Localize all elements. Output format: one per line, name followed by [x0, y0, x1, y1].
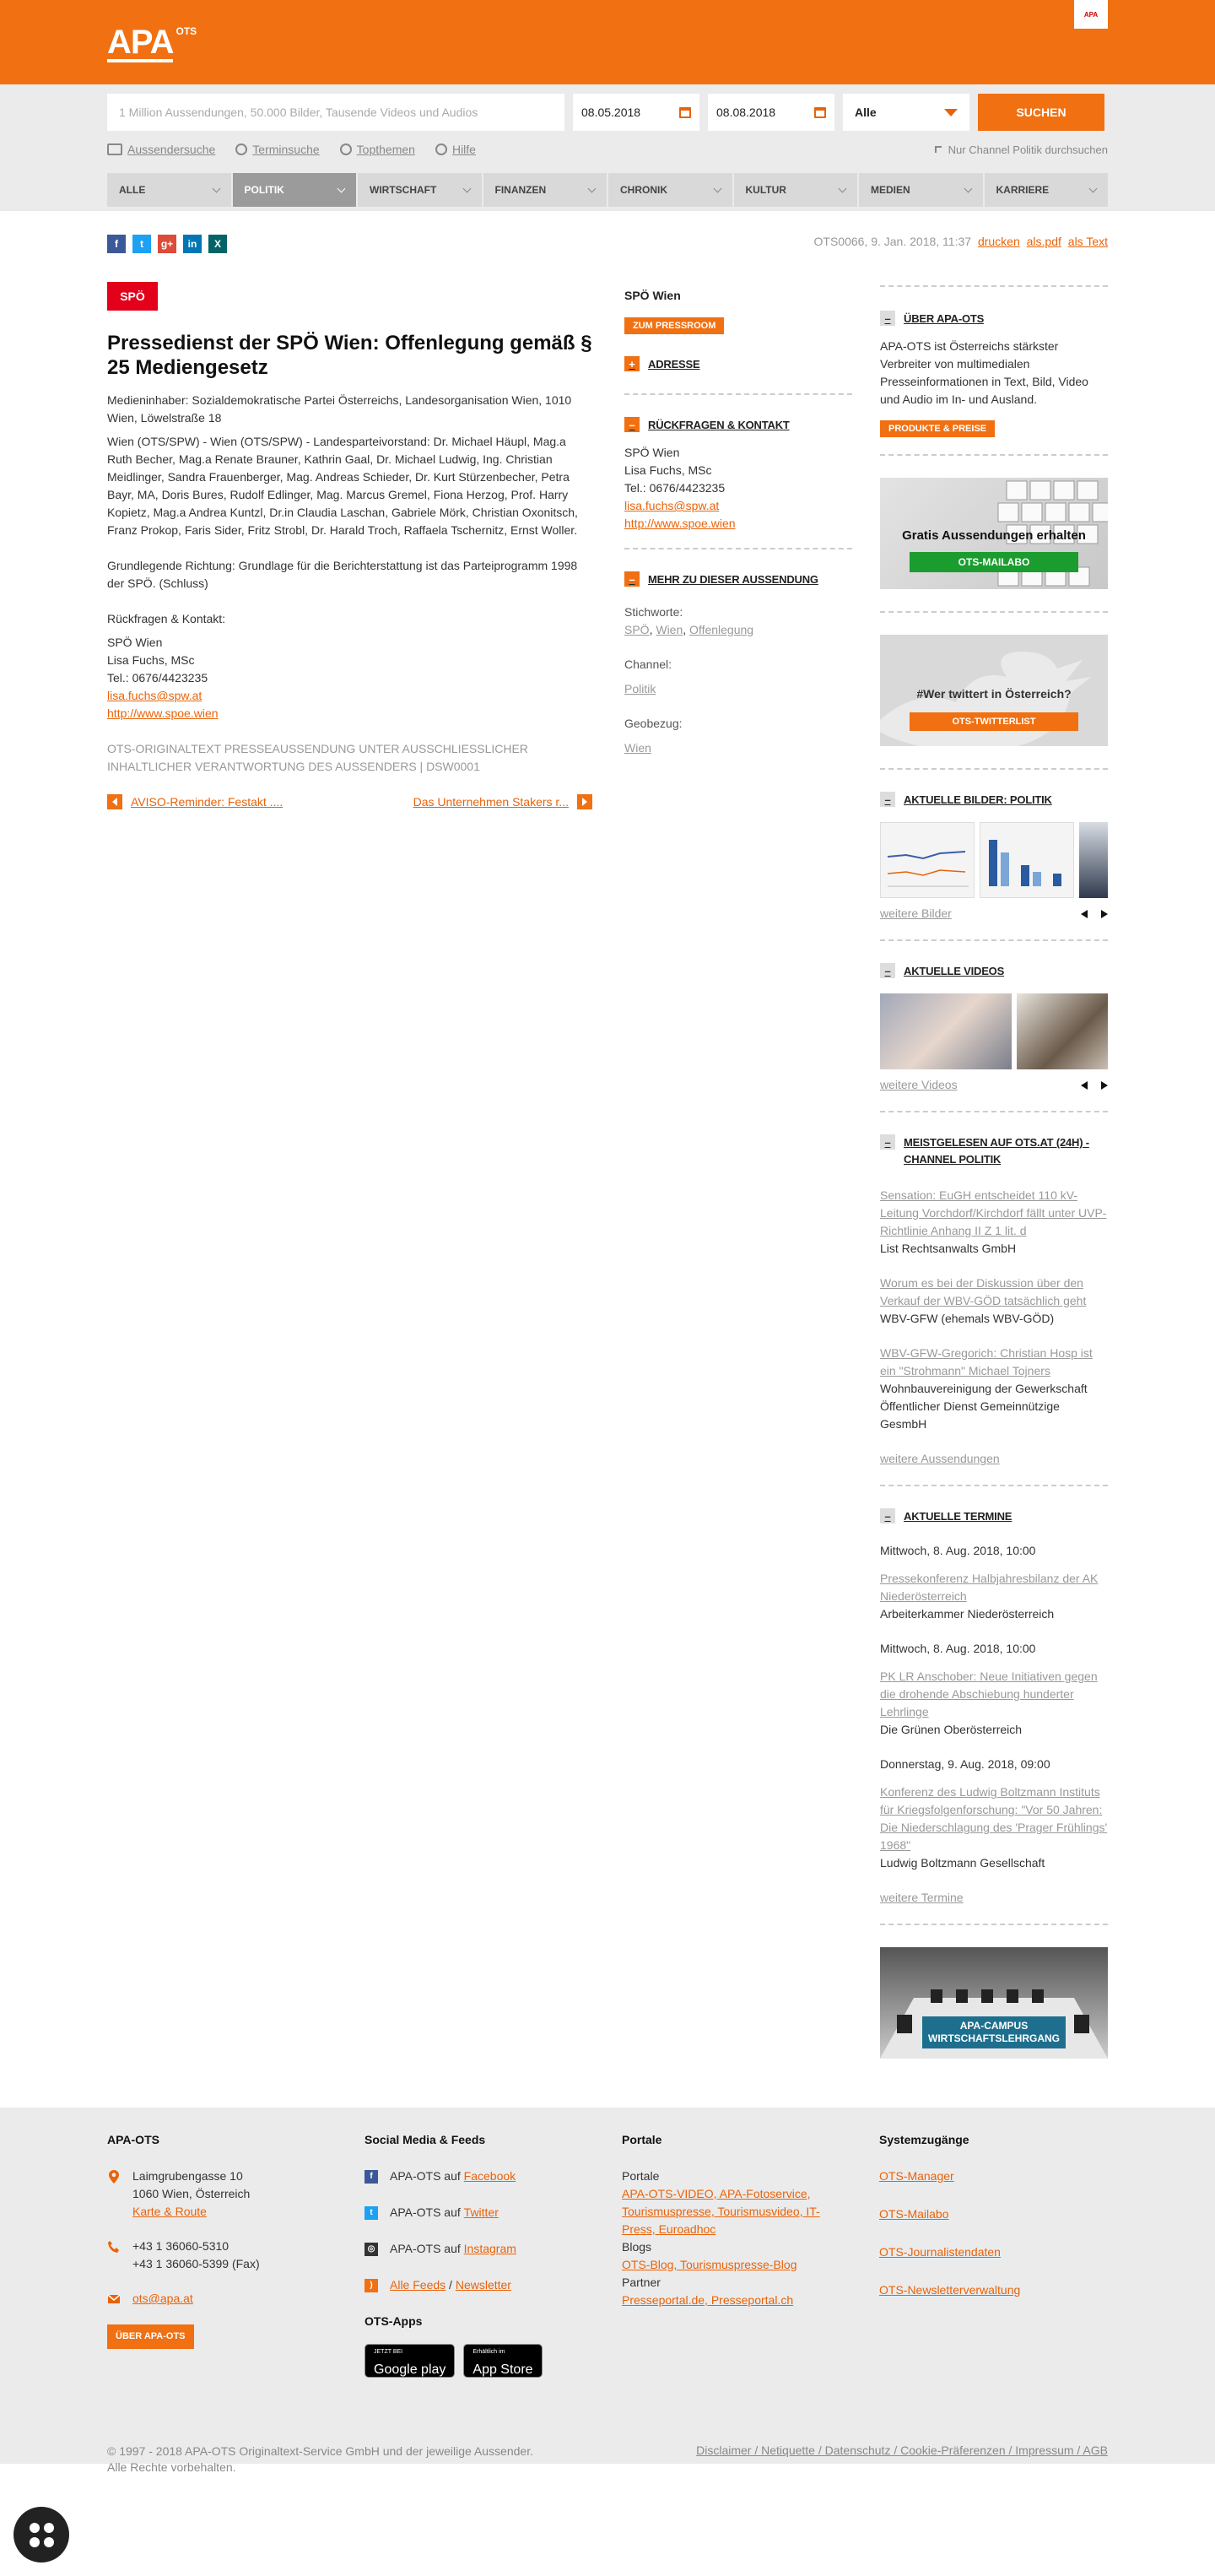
article-column	[107, 235, 592, 2059]
chevron-down-icon	[944, 109, 958, 116]
minus-icon: –	[624, 571, 640, 587]
videos-toggle[interactable]	[880, 963, 1108, 978]
video-thumb[interactable]	[880, 993, 1012, 1069]
ots-mailabo-link[interactable]: OTS-Mailabo	[879, 2207, 949, 2221]
site-footer	[0, 2108, 1215, 2474]
about-toggle[interactable]	[880, 311, 1108, 326]
instagram-icon: ◎	[364, 2243, 378, 2256]
twitterlist-title: #Wer twittert in Österreich?	[916, 687, 1072, 701]
footer-col-social: Social Media & Feeds f APA-OTS auf Facebook t APA-OTS auf Twitter ◎ APA-OTS auf Instagram ) Alle Feeds / Newsletter OTS-Apps JETZT BEI Google play Erhältlich im App Store	[364, 2131, 622, 2378]
nav-item-label: WIRTSCHAFT	[370, 184, 437, 196]
app-store-badge[interactable]	[463, 2344, 542, 2378]
campus-button-line: APA-CAMPUS	[959, 2020, 1029, 2032]
compass-icon	[340, 143, 352, 155]
list-item	[880, 1345, 1108, 1433]
divider	[880, 768, 1108, 770]
events-heading: AKTUELLE TERMINE	[904, 1509, 1012, 1523]
nav-item-kultur[interactable]	[734, 173, 860, 207]
article-paragraph: Wien (OTS/SPW) - Wien (OTS/SPW) - Landesparteivorstand: Dr. Michael Häupl, Mag.a Ruth Becher, Mag.a Renate Brauner, Kathrin Gaal, Dr. Michael Ludwig, Ing. Christian Meidlinger, Sandra Frauenberger, Mag. Andreas Schieder, Dr. Kurt Stürzenbecher, Petra Bayr, MA, Doris Bures, Rudolf Edlinger, Mag. Marcus Gremel, Fiona Herzog, Prof. Harry Kopietz, Mag.a Andrea Kuntzl, Dr.in Claudia Laschan, Gabriele Mörk, Christian Oxonitsch, Franz Prokop, Faris Sider, Fritz Strobl, Dr. Harald Troch, Raffaela Tschernitz, Ernst Woller.	[107, 435, 578, 537]
event-date: Donnerstag, 9. Aug. 2018, 09:00	[880, 1757, 1050, 1771]
top-topics-link[interactable]	[340, 143, 415, 156]
search-button[interactable]: SUCHEN	[978, 94, 1104, 131]
contact-mail-link[interactable]: lisa.fuchs@spw.at	[624, 499, 720, 512]
apa-badge[interactable]	[1074, 0, 1108, 29]
minus-icon: –	[880, 792, 895, 807]
apa-ots-logo[interactable]	[107, 25, 197, 62]
portals-links[interactable]: APA-OTS-VIDEO, APA-Fotoservice, Tourismuspresse, Tourismusvideo, IT-Press, Euroadhoc	[622, 2187, 820, 2236]
blogs-label: Blogs	[622, 2240, 652, 2254]
minus-icon: –	[880, 963, 895, 978]
calendar-icon[interactable]	[814, 107, 826, 118]
google-play-badge[interactable]	[364, 2344, 455, 2378]
xing-share-icon[interactable]: X	[208, 235, 227, 253]
arrow-right-icon[interactable]	[1101, 1081, 1108, 1090]
footer-col-systems	[879, 2131, 1107, 2378]
images-toggle[interactable]	[880, 792, 1108, 807]
mail-icon	[107, 2292, 121, 2306]
mostread-link[interactable]: Sensation: EuGH entscheidet 110 kV-Leitung Vorchdorf/Kirchdorf fällt unter UVP-Richtlinie Anhang II Z 1 lit. d	[880, 1188, 1107, 1237]
contact-name: Lisa Fuchs, MSc	[107, 653, 195, 667]
logo-ots-text: OTS	[176, 25, 197, 37]
more-details	[624, 603, 852, 757]
more-heading: MEHR ZU DIESER AUSSENDUNG	[648, 572, 818, 586]
mailabo-button[interactable]: OTS-MAILABO	[910, 552, 1078, 572]
help-link[interactable]	[435, 143, 476, 156]
twitter-icon: t	[364, 2206, 378, 2220]
legal-links[interactable]	[696, 2443, 1108, 2457]
nav-item-label: KULTUR	[745, 184, 786, 196]
article-meta	[814, 235, 1109, 248]
channel-link[interactable]: Politik	[624, 682, 656, 695]
products-button[interactable]: PRODUKTE & PREISE	[880, 420, 995, 437]
facebook-share-icon[interactable]: f	[107, 235, 126, 253]
info-icon	[435, 143, 447, 155]
events-list	[880, 1542, 1108, 1907]
divider	[624, 393, 852, 395]
date-search-link[interactable]	[235, 143, 319, 156]
chevron-down-icon	[839, 184, 847, 192]
clock-icon	[235, 143, 247, 155]
map-route-link[interactable]: Karte & Route	[132, 2205, 207, 2218]
chevron-down-icon	[964, 184, 972, 192]
store-badge-small: Erhältlich im	[472, 2349, 505, 2355]
mostread-link[interactable]: Worum es bei der Diskussion über den Verkauf der WBV-GÖD tatsächlich geht	[880, 1276, 1087, 1307]
copyright-line: © 1997 - 2018 APA-OTS Originaltext-Service GmbH und der jeweilige Aussender.	[107, 2444, 533, 2458]
top-topics-label: Topthemen	[356, 143, 415, 156]
event-org: Die Grünen Oberösterreich	[880, 1723, 1023, 1736]
geo-link[interactable]: Wien	[624, 741, 651, 755]
channel-nav	[107, 173, 1108, 207]
about-heading: ÜBER APA-OTS	[904, 311, 985, 325]
share-bar	[107, 235, 592, 253]
mostread-toggle[interactable]	[880, 1134, 1108, 1168]
apa-badge-text: APA	[1083, 10, 1099, 19]
article-body	[107, 392, 592, 722]
print-link[interactable]: drucken	[977, 235, 1020, 248]
article-paragraph: Grundlegende Richtung: Grundlage für die Berichterstattung ist das Parteiprogramm 1998 der SPÖ. (Schluss)	[107, 559, 578, 590]
footer-mail-link[interactable]: ots@apa.at	[132, 2292, 193, 2305]
date-from-value: 08.05.2018	[581, 106, 641, 119]
list-item	[880, 1756, 1108, 1872]
mostread-sender: List Rechtsanwalts GmbH	[880, 1242, 1017, 1255]
list-item	[880, 1274, 1108, 1328]
divider	[880, 939, 1108, 941]
address-heading: ADRESSE	[648, 357, 700, 371]
divider	[880, 1485, 1108, 1486]
image-thumb[interactable]	[1079, 822, 1108, 898]
blogs-links[interactable]: OTS-Blog, Tourismuspresse-Blog	[622, 2258, 797, 2271]
chevron-down-icon	[462, 184, 471, 192]
sender-search-label: Aussendersuche	[127, 143, 216, 156]
contact-org: SPÖ Wien	[107, 636, 163, 649]
social-prefix: APA-OTS auf	[390, 2242, 461, 2255]
contact-name: Lisa Fuchs, MSc	[624, 463, 712, 477]
nav-item-chronik[interactable]	[608, 173, 734, 207]
campus-button-line: WIRTSCHAFTSLEHRGANG	[928, 2032, 1060, 2044]
nav-item-karriere[interactable]	[985, 173, 1109, 207]
event-org: Ludwig Boltzmann Gesellschaft	[880, 1856, 1045, 1870]
ots-newsletter-admin-link[interactable]: OTS-Newsletterverwaltung	[879, 2283, 1021, 2297]
portals-label: Portale	[622, 2169, 660, 2183]
article-paragraph: Medieninhaber: Sozialdemokratische Partei Österreichs, Landesorganisation Wien, 1010 Wien, Löwelstraße 18	[107, 393, 572, 425]
arrow-right-icon[interactable]	[1101, 910, 1108, 918]
twitter-link[interactable]: Twitter	[463, 2205, 499, 2219]
mostread-link[interactable]: WBV-GFW-Gregorich: Christian Hosp ist ein "Strohmann" Michael Tojners	[880, 1346, 1093, 1377]
more-events-link[interactable]: weitere Termine	[880, 1891, 964, 1904]
sender-name: SPÖ Wien	[624, 289, 681, 302]
campus-button[interactable]	[922, 2016, 1066, 2048]
article-title: Pressedienst der SPÖ Wien: Offenlegung gemäß § 25 Mediengesetz	[107, 332, 592, 379]
building-icon	[107, 143, 122, 155]
footer-heading: Portale	[622, 2133, 662, 2146]
contact-details	[624, 444, 852, 533]
event-link[interactable]: Pressekonferenz Halbjahresbilanz der AK Niederösterreich	[880, 1572, 1099, 1603]
channel-label: Channel:	[624, 658, 672, 671]
keyword-link[interactable]: SPÖ	[624, 623, 650, 636]
divider	[880, 454, 1108, 456]
nav-item-medien[interactable]	[859, 173, 985, 207]
date-from-field[interactable]	[573, 94, 699, 131]
contact-org: SPÖ Wien	[624, 446, 680, 459]
next-article-label: Das Unternehmen Stakers r...	[413, 795, 569, 809]
twitterlist-banner[interactable]	[880, 635, 1108, 746]
phone-icon	[107, 2240, 121, 2254]
more-releases-link[interactable]: weitere Aussendungen	[880, 1452, 1000, 1465]
site-header	[0, 0, 1215, 84]
keyword-link[interactable]: Wien	[656, 623, 683, 636]
contact-mail-link[interactable]: lisa.fuchs@spw.at	[107, 689, 202, 702]
nav-item-label: KARRIERE	[996, 184, 1050, 196]
footer-phone: +43 1 36060-5310	[132, 2239, 230, 2253]
footer-heading: APA-OTS	[107, 2133, 159, 2146]
keywords-list: SPÖ, Wien, Offenlegung	[624, 623, 754, 636]
grid-dots-icon	[30, 2523, 54, 2547]
sender-search-link[interactable]	[107, 143, 215, 156]
divider	[624, 548, 852, 549]
about-apa-ots-button[interactable]: ÜBER APA-OTS	[107, 2324, 194, 2349]
address-toggle[interactable]	[624, 356, 852, 371]
sidebar	[880, 235, 1108, 2059]
chevron-down-icon	[713, 184, 721, 192]
contact-tel: Tel.: 0676/4423235	[624, 481, 726, 495]
mailabo-title: Gratis Aussendungen erhalten	[902, 528, 1086, 543]
footer-fax: +43 1 36060-5399 (Fax)	[132, 2257, 260, 2270]
arrow-left-icon	[107, 794, 122, 809]
contact-heading: Rückfragen & Kontakt:	[107, 612, 226, 625]
mostread-sender: Wohnbauvereinigung der Gewerkschaft Öffentlicher Dienst Gemeinnützige GesmbH	[880, 1382, 1088, 1431]
campus-banner[interactable]	[880, 1947, 1108, 2059]
bar-chart-thumb-icon	[980, 823, 1075, 898]
more-videos-link[interactable]: weitere Videos	[880, 1078, 958, 1091]
partner-links[interactable]: Presseportal.de, Presseportal.ch	[622, 2293, 794, 2307]
nav-item-label: FINANZEN	[494, 184, 547, 196]
events-toggle[interactable]	[880, 1508, 1108, 1523]
twitterlist-button[interactable]: OTS-TWITTERLIST	[910, 712, 1078, 731]
plus-icon: +	[624, 356, 640, 371]
pdf-link[interactable]: als.pdf	[1026, 235, 1061, 248]
nav-item-label: ALLE	[119, 184, 146, 196]
ots-journalist-data-link[interactable]: OTS-Journalistendaten	[879, 2245, 1001, 2259]
nav-item-label: POLITIK	[244, 184, 284, 196]
facebook-link[interactable]: Facebook	[463, 2169, 516, 2183]
arrow-left-icon[interactable]	[1081, 910, 1088, 918]
copyright-line: Alle Rechte vorbehalten.	[107, 2460, 236, 2474]
chevron-down-icon	[338, 184, 346, 192]
social-prefix: APA-OTS auf	[390, 2205, 461, 2219]
mostread-heading: MEISTGELESEN AUF OTS.AT (24H) - CHANNEL POLITIK	[904, 1136, 1089, 1166]
legal-links-text[interactable]: Disclaimer / Netiquette / Datenschutz / Cookie-Präferenzen / Impressum / AGB	[696, 2443, 1108, 2457]
divider	[880, 285, 1108, 287]
date-to-value: 08.08.2018	[716, 106, 776, 119]
footer-heading: OTS-Apps	[364, 2314, 423, 2328]
contact-toggle[interactable]	[624, 417, 852, 432]
contact-heading: RÜCKFRAGEN & KONTAKT	[648, 418, 790, 431]
chevron-down-icon	[212, 184, 220, 192]
sender-column	[624, 235, 852, 2059]
footer-heading: Social Media & Feeds	[364, 2133, 486, 2146]
channel-only-label: Nur Channel Politik durchsuchen	[948, 143, 1108, 156]
images-carousel	[880, 822, 1108, 898]
nav-item-wirtschaft[interactable]	[358, 173, 483, 207]
minus-icon: –	[880, 1134, 895, 1150]
event-date: Mittwoch, 8. Aug. 2018, 10:00	[880, 1544, 1036, 1557]
calendar-icon[interactable]	[679, 107, 691, 118]
next-article-link[interactable]	[413, 794, 592, 809]
more-images-link[interactable]: weitere Bilder	[880, 906, 952, 920]
googleplus-share-icon[interactable]: g+	[158, 235, 176, 253]
list-item	[880, 1187, 1108, 1258]
prev-next-nav	[107, 794, 592, 809]
footer-address: 1060 Wien, Österreich	[132, 2187, 251, 2200]
prev-article-label: AVISO-Reminder: Festakt ....	[131, 795, 284, 809]
footer-col-portals	[622, 2131, 879, 2378]
divider	[880, 1111, 1108, 1112]
divider	[880, 1924, 1108, 1925]
rss-icon: )	[364, 2279, 378, 2292]
store-badge-small: JETZT BEI	[374, 2349, 403, 2355]
checkbox-icon	[935, 146, 942, 153]
arrow-left-icon[interactable]	[1081, 1081, 1088, 1090]
social-prefix: APA-OTS auf	[390, 2169, 461, 2183]
article-id-date: OTS0066, 9. Jan. 2018, 11:37	[813, 235, 972, 248]
article-footnote: OTS-ORIGINALTEXT PRESSEAUSSENDUNG UNTER AUSSCHLIESSLICHER INHALTLICHER VERANTWORTUNG DES AUSSENDERS | DSW0001	[107, 742, 528, 773]
date-to-field[interactable]	[708, 94, 834, 131]
search-area	[0, 84, 1215, 211]
contact-web-link[interactable]: http://www.spoe.wien	[107, 706, 219, 720]
nav-item-politik[interactable]	[233, 173, 359, 207]
chart-thumb-icon	[881, 823, 975, 898]
ots-manager-link[interactable]: OTS-Manager	[879, 2169, 954, 2183]
map-pin-icon	[107, 2170, 121, 2184]
footer-heading: Systemzugänge	[879, 2133, 969, 2146]
logo-apa-text: APA	[107, 24, 174, 61]
mostread-sender: WBV-GFW (ehemals WBV-GÖD)	[880, 1312, 1055, 1325]
contact-web-link[interactable]: http://www.spoe.wien	[624, 517, 736, 530]
minus-icon: –	[880, 311, 895, 326]
image-thumb[interactable]	[980, 822, 1074, 898]
newsletter-link[interactable]: Newsletter	[455, 2278, 511, 2292]
about-text: APA-OTS ist Österreichs stärkster Verbreiter von multimedialen Presseinformationen in Text, Bild, Video und Audio im In- und Ausland.	[880, 339, 1088, 406]
contact-tel: Tel.: 0676/4423235	[107, 671, 208, 685]
list-item	[880, 1640, 1108, 1739]
help-label: Hilfe	[451, 143, 476, 156]
scope-select[interactable]	[843, 94, 969, 131]
keywords-label: Stichworte:	[624, 605, 683, 619]
minus-icon: –	[880, 1508, 895, 1523]
geo-label: Geobezug:	[624, 717, 683, 730]
image-thumb[interactable]	[880, 822, 975, 898]
arrow-right-icon	[577, 794, 592, 809]
list-item	[880, 1542, 1108, 1623]
keyword-link[interactable]: Offenlegung	[689, 623, 754, 636]
event-date: Mittwoch, 8. Aug. 2018, 10:00	[880, 1642, 1036, 1655]
cookie-settings-button[interactable]	[14, 2507, 69, 2562]
chevron-down-icon	[1089, 184, 1098, 192]
videos-carousel	[880, 993, 1108, 1069]
videos-heading: AKTUELLE VIDEOS	[904, 964, 1005, 977]
chevron-down-icon	[588, 184, 597, 192]
facebook-icon: f	[364, 2170, 378, 2184]
date-search-label: Terminsuche	[252, 143, 320, 156]
channel-only-checkbox[interactable]	[935, 143, 1108, 156]
copyright	[107, 2443, 533, 2476]
prev-article-link[interactable]	[107, 794, 283, 809]
footer-col-contact	[107, 2131, 364, 2378]
linkedin-share-icon[interactable]: in	[183, 235, 202, 253]
store-badge-big: Google play	[374, 2362, 446, 2377]
search-input[interactable]: 1 Million Aussendungen, 50.000 Bilder, Tausende Videos und Audios	[107, 94, 564, 131]
pressroom-button[interactable]: ZUM PRESSROOM	[624, 317, 724, 334]
scope-select-value: Alle	[855, 106, 877, 119]
feeds-link[interactable]: Alle Feeds	[390, 2278, 446, 2292]
footer-address: Laimgrubengasse 10	[132, 2169, 243, 2183]
mostread-list	[880, 1187, 1108, 1468]
nav-item-finanzen[interactable]	[483, 173, 609, 207]
nav-item-label: MEDIEN	[871, 184, 910, 196]
video-thumb[interactable]	[1017, 993, 1108, 1069]
minus-icon: –	[624, 417, 640, 432]
nav-item-alle[interactable]	[107, 173, 233, 207]
more-toggle[interactable]	[624, 571, 852, 587]
images-heading: AKTUELLE BILDER: POLITIK	[904, 793, 1052, 806]
twitter-share-icon[interactable]: t	[132, 235, 151, 253]
store-badge-big: App Store	[472, 2362, 533, 2377]
quick-links	[107, 141, 1108, 158]
text-link[interactable]: als Text	[1067, 235, 1108, 248]
divider	[880, 611, 1108, 613]
event-link[interactable]: PK LR Anschober: Neue Initiativen gegen die drohende Abschiebung hunderter Lehrlinge	[880, 1670, 1098, 1718]
event-link[interactable]: Konferenz des Ludwig Boltzmann Instituts für Kriegsfolgenforschung: "Vor 50 Jahren: Die Niederschlagung des 'Prager Frühlings' 1968"	[880, 1785, 1108, 1852]
nav-item-label: CHRONIK	[620, 184, 667, 196]
event-org: Arbeiterkammer Niederösterreich	[880, 1607, 1055, 1621]
mailabo-banner[interactable]	[880, 478, 1108, 589]
instagram-link[interactable]: Instagram	[463, 2242, 516, 2255]
partner-label: Partner	[622, 2276, 661, 2289]
sender-logo[interactable]: SPÖ	[107, 282, 158, 311]
